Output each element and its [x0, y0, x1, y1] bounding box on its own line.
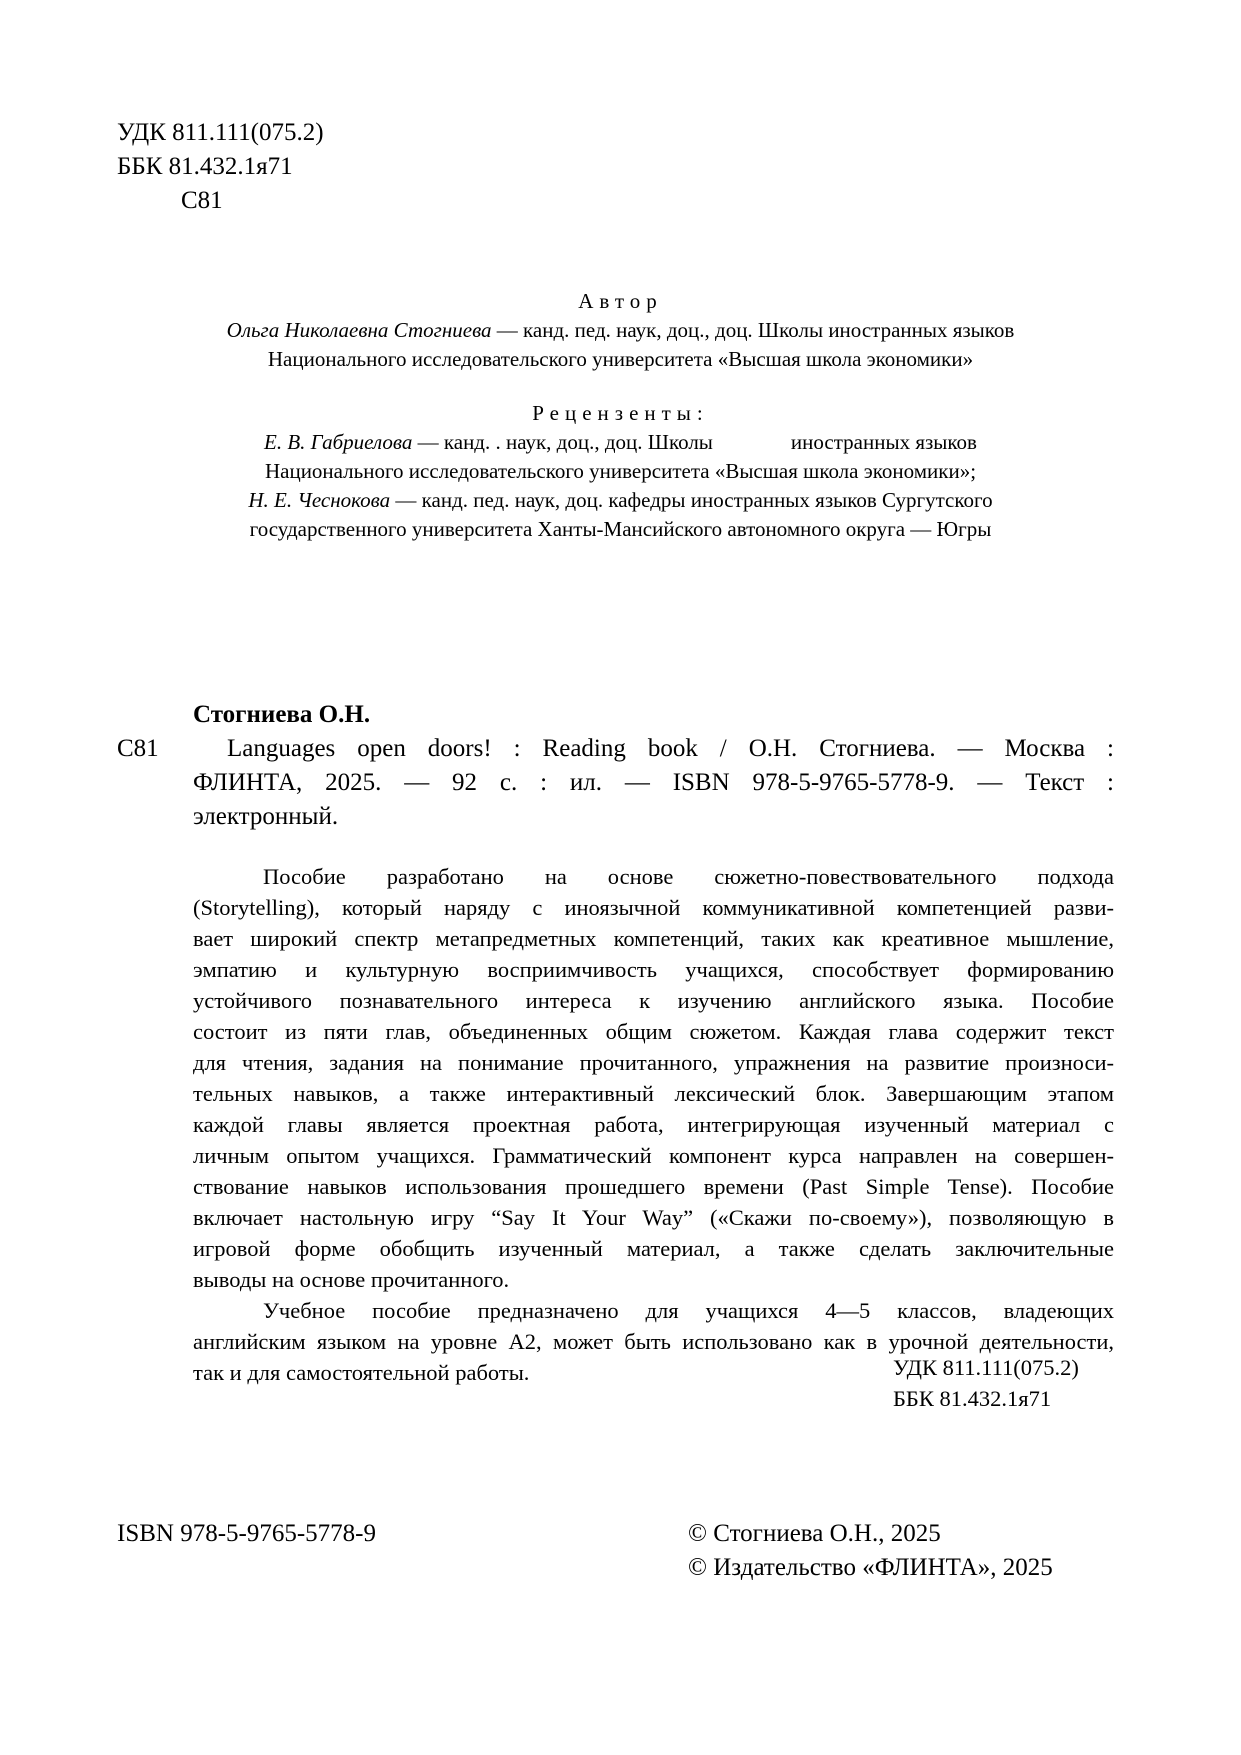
annotation-line: состоит из пяти глав, объединенных общим сюжетом. Каждая глава содержит текст	[193, 1019, 1114, 1044]
reviewer-2-line-1	[117, 486, 1124, 515]
annotation-line: выводы на основе прочитанного.	[193, 1267, 510, 1292]
copyright-author: © Стогниева О.Н., 2025	[688, 1520, 941, 1547]
annotation-udk: УДК 811.111(075.2)	[893, 1355, 1079, 1380]
reviewers-heading: Рецензенты:	[532, 401, 709, 425]
annotation-line: так и для самостоятельной работы.	[193, 1360, 530, 1385]
reviewer-2-name: Н. Е. Чеснокова	[248, 488, 391, 512]
annotation-line: вает широкий спектр метапредметных компетенций, таких как креативное мышление,	[193, 926, 1114, 951]
udk-code: УДК 811.111(075.2)	[117, 119, 324, 146]
bbk-code: ББК 81.432.1я71	[117, 153, 293, 180]
annotation-line: включает настольную игру “Say It Your Way” («Скажи по-своему»), позволяющую в	[193, 1205, 1114, 1230]
reviewer-1-name: Е. В. Габриелова	[264, 430, 413, 454]
annotation-line: для чтения, задания на понимание прочитанного, упражнения на развитие произноси-	[193, 1050, 1114, 1075]
reviewer-2-desc: — канд. пед. наук, доц. кафедры иностранных языков Сургутского	[390, 488, 993, 512]
annotation-line: Пособие разработано на основе сюжетно-повествовательного подхода	[263, 864, 1114, 889]
author-desc: — канд. пед. наук, доц., доц. Школы иностранных языков	[491, 318, 1015, 342]
author-affiliation: Национального исследовательского университета «Высшая школа экономики»	[267, 347, 974, 371]
reviewers-section	[117, 399, 1124, 544]
annotation-line: личным опытом учащихся. Грамматический компонент курса направлен на совершен-	[193, 1143, 1114, 1168]
annotation-line: каждой главы является проектная работа, интегрирующая изученный материал с	[193, 1112, 1114, 1137]
annotation-line: Учебное пособие предназначено для учащихся 4—5 классов, владеющих	[263, 1298, 1114, 1323]
annotation-line: ствование навыков использования прошедшего времени (Past Simple Tense). Пособие	[193, 1174, 1114, 1199]
annotation	[193, 861, 1114, 1388]
bib-author-heading: Стогниева О.Н.	[193, 701, 371, 728]
annotation-line: английским языком на уровне А2, может быть использовано как в урочной деятельности,	[193, 1329, 1114, 1354]
reviewer-2-affiliation: государственного университета Ханты-Мансийского автономного округа — Югры	[249, 517, 992, 541]
reviewer-1-desc-tail: иностранных языков	[790, 430, 977, 454]
author-name: Ольга Николаевна Стогниева	[226, 318, 492, 342]
reviewer-1-affiliation: Национального исследовательского университета «Высшая школа экономики»;	[264, 459, 977, 483]
author-section	[117, 287, 1124, 374]
author-heading: Автор	[578, 289, 663, 313]
copyright-block	[688, 1517, 1053, 1585]
classification-block	[117, 116, 324, 218]
author-line-1	[117, 316, 1124, 345]
annotation-classification	[893, 1352, 1079, 1414]
annotation-bbk: ББК 81.432.1я71	[893, 1386, 1052, 1411]
copyright-publisher: © Издательство «ФЛИНТА», 2025	[688, 1554, 1053, 1581]
annotation-line: устойчивого познавательного интереса к изучению английского языка. Пособие	[193, 988, 1114, 1013]
reviewer-1-desc: — канд. . наук, доц., доц. Школы	[412, 430, 713, 454]
bib-code: С81	[117, 735, 159, 762]
bib-line-1: Languages open doors! : Reading book / О.Н. Стогниева. — Москва :	[227, 735, 1114, 762]
annotation-line: тельных навыков, а также интерактивный лексический блок. Завершающим этапом	[193, 1081, 1114, 1106]
annotation-line: игровой форме обобщить изученный материал, а также сделать заключительные	[193, 1236, 1114, 1261]
annotation-line: эмпатию и культурную восприимчивость учащихся, способствует формированию	[193, 957, 1114, 982]
bib-line-3: электронный.	[193, 803, 339, 830]
bib-record	[193, 732, 1114, 834]
annotation-line: (Storytelling), который наряду с иноязычной коммуникативной компетенцией разви-	[193, 895, 1114, 920]
reviewer-1-line-1	[117, 428, 1124, 457]
isbn: ISBN 978-5-9765-5778-9	[117, 1520, 377, 1547]
bib-line-2: ФЛИНТА, 2025. — 92 с. : ил. — ISBN 978-5-9765-5778-9. — Текст :	[193, 769, 1114, 796]
annotation-paragraph-1	[193, 861, 1114, 1295]
author-sign: С81	[181, 187, 223, 214]
